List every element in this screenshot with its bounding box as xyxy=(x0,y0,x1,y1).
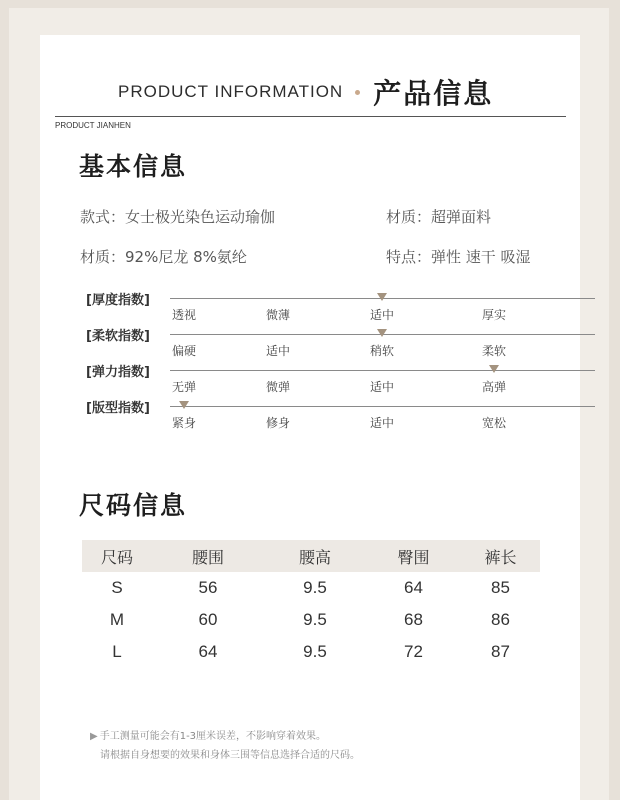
brand-sub-label: PRODUCT JIANHEN xyxy=(55,121,131,130)
scale-line xyxy=(170,370,595,371)
scale-row xyxy=(86,289,516,329)
scale-tick: 微薄 xyxy=(266,308,291,322)
triangle-right-icon: ▶ xyxy=(90,731,98,742)
scale-tick: 透视 xyxy=(172,308,197,322)
scale-marker-icon xyxy=(377,293,387,301)
note-line-1 xyxy=(90,727,326,742)
table-cell: 9.5 xyxy=(303,578,327,597)
table-cell: M xyxy=(109,610,125,629)
scale-tick: 适中 xyxy=(370,380,395,394)
header-title-en: PRODUCT INFORMATION xyxy=(118,82,344,101)
scale-marker-icon xyxy=(179,401,189,409)
size-table-header xyxy=(82,540,540,572)
scale-tick: 柔软 xyxy=(482,344,507,358)
page-header xyxy=(118,72,493,112)
table-row xyxy=(82,636,540,668)
scale-label: [柔软指数] xyxy=(86,329,150,344)
scale-row xyxy=(86,361,516,401)
scale-label: [版型指数] xyxy=(86,401,150,416)
size-table xyxy=(82,540,540,668)
scale-tick: 高弹 xyxy=(482,380,507,394)
note-text-1: 手工测量可能会有1-3厘米误差，不影响穿着效果。 xyxy=(99,731,327,742)
scale-tick: 偏硬 xyxy=(172,344,197,358)
header-cell: 腰围 xyxy=(191,547,224,567)
note-text-2: 请根据自身想要的效果和身体三围等信息选择合适的尺码。 xyxy=(100,750,360,761)
table-cell: 60 xyxy=(198,610,218,629)
scale-tick: 修身 xyxy=(266,416,291,430)
info-style: 款式：女士极光染色运动瑜伽 xyxy=(80,208,276,226)
header-cell: 尺码 xyxy=(100,547,133,567)
scale-tick: 宽松 xyxy=(482,416,507,430)
scale-tick: 稍软 xyxy=(370,344,395,358)
header-cell: 臀围 xyxy=(397,547,430,567)
basic-info-title: 基本信息 xyxy=(79,152,188,181)
table-cell: 64 xyxy=(404,578,423,597)
table-cell: 86 xyxy=(491,610,510,629)
table-cell: 9.5 xyxy=(303,642,327,661)
scale-tick: 适中 xyxy=(370,308,395,322)
scale-tick: 适中 xyxy=(370,416,395,430)
table-cell: 64 xyxy=(198,642,218,661)
table-cell: 72 xyxy=(404,642,423,661)
scale-marker-icon xyxy=(489,365,499,373)
table-row xyxy=(82,604,540,636)
info-features: 特点：弹性 速干 吸湿 xyxy=(386,248,531,266)
scale-line xyxy=(170,406,595,407)
info-material: 材质：92%尼龙 8%氨纶 xyxy=(80,248,247,266)
table-cell: 68 xyxy=(404,610,423,629)
scale-tick: 微弹 xyxy=(266,380,291,394)
table-cell: S xyxy=(111,578,123,597)
table-cell: L xyxy=(112,642,122,661)
scale-tick: 无弹 xyxy=(172,380,197,394)
scale-label: [厚度指数] xyxy=(86,293,150,308)
table-cell: 56 xyxy=(198,578,218,597)
header-dot-icon xyxy=(355,90,360,95)
table-cell: 87 xyxy=(491,642,510,661)
scale-row xyxy=(86,397,516,437)
scale-row xyxy=(86,325,516,365)
table-cell: 85 xyxy=(491,578,510,597)
scale-marker-icon xyxy=(377,329,387,337)
header-divider xyxy=(55,116,566,117)
header-cell: 裤长 xyxy=(484,547,517,567)
table-cell: 9.5 xyxy=(303,610,327,629)
table-row xyxy=(82,572,540,604)
header-title-cn: 产品信息 xyxy=(373,77,494,110)
scale-label: [弹力指数] xyxy=(86,365,150,380)
size-info-title: 尺码信息 xyxy=(79,491,188,520)
info-material-type: 材质：超弹面料 xyxy=(386,208,492,226)
scale-tick: 厚实 xyxy=(482,308,507,322)
scale-tick: 紧身 xyxy=(172,416,197,430)
header-cell: 腰高 xyxy=(298,547,331,567)
scale-tick: 适中 xyxy=(266,344,291,358)
